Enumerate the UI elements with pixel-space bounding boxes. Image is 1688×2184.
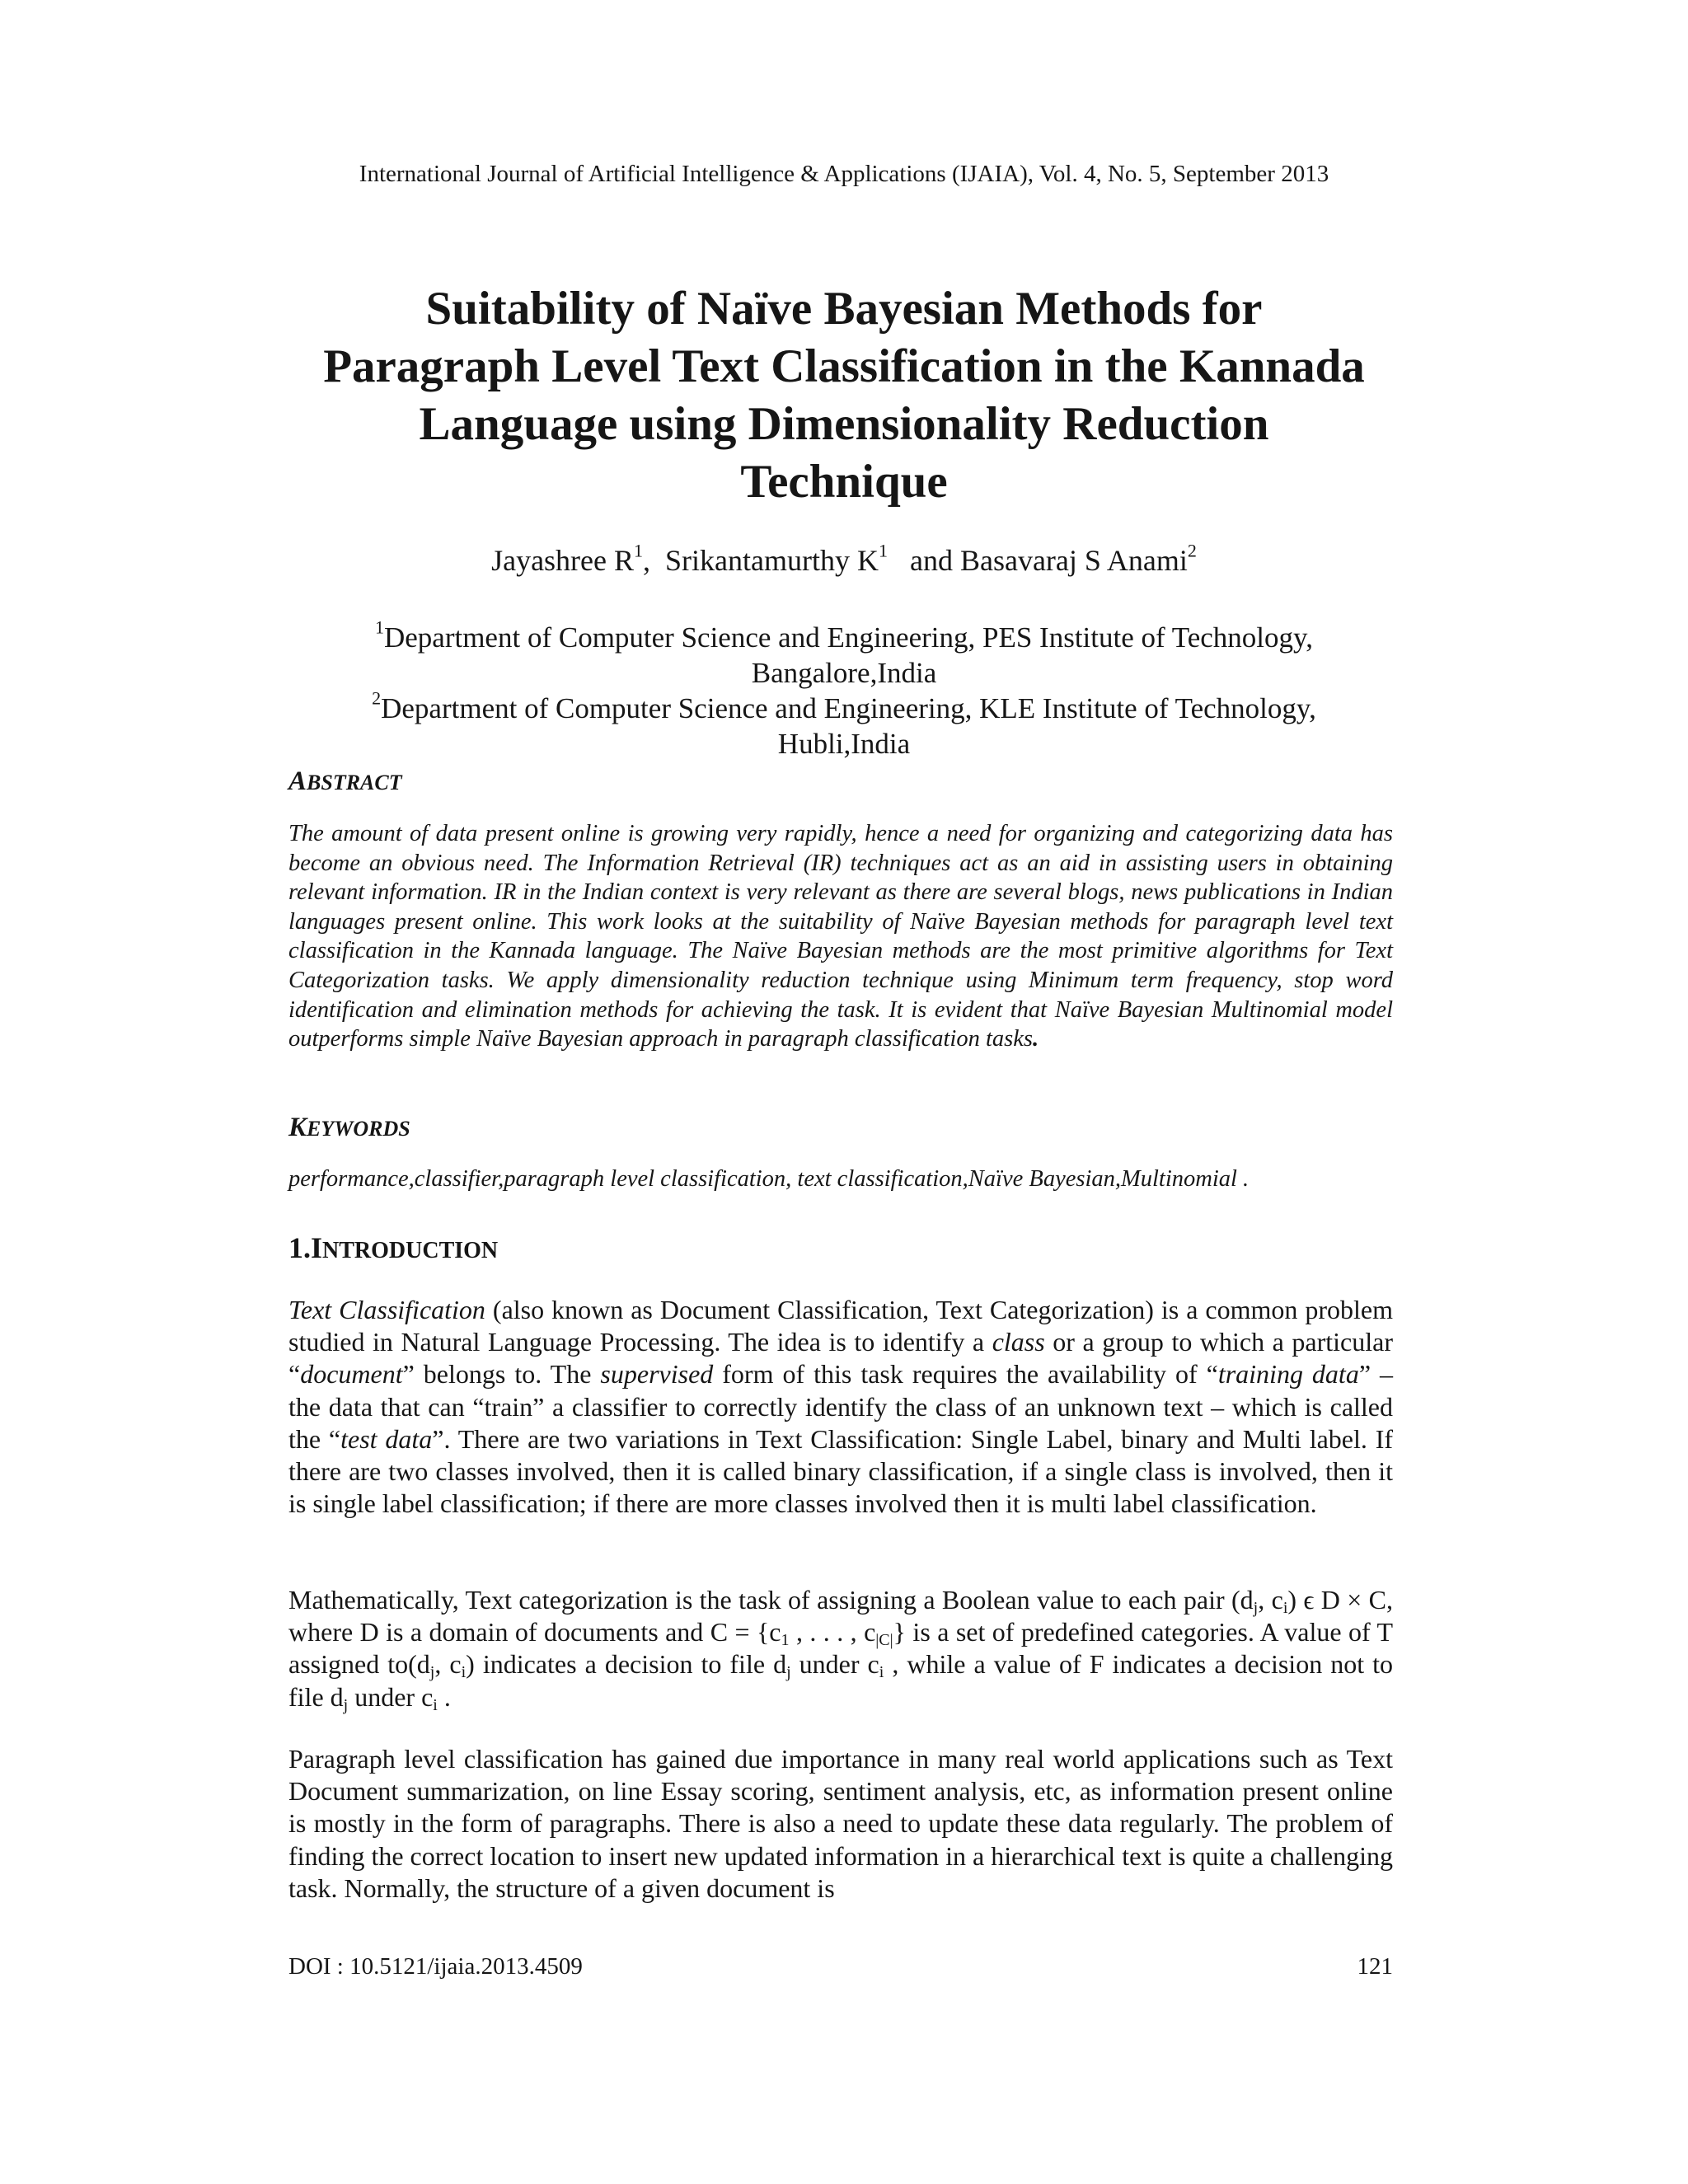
author-separator: , xyxy=(643,544,651,577)
title-line: Suitability of Naïve Bayesian Methods for xyxy=(425,283,1263,335)
affiliation-line: Hubli,India xyxy=(777,728,911,760)
affiliation-line: Department of Computer Science and Engineering, KLE Institute of Technology, xyxy=(381,692,1316,724)
author-name: Basavaraj S Anami xyxy=(959,544,1188,577)
abstract-heading: ABSTRACT xyxy=(288,766,402,796)
affiliation-line: Bangalore,India xyxy=(751,657,937,689)
page-footer xyxy=(288,1953,1393,1980)
author-affil-mark: 1 xyxy=(878,540,888,561)
title-line: Paragraph Level Text Classification in the Kannada xyxy=(323,340,1365,392)
introduction-heading: 1.INTRODUCTION xyxy=(288,1231,499,1264)
affiliation-line: Department of Computer Science and Engineering, PES Institute of Technology, xyxy=(383,621,1313,654)
running-header: International Journal of Artificial Intelligence & Applications (IJAIA), Vol. 4, No. 5, September 2013 xyxy=(359,161,1329,187)
author-separator: and xyxy=(909,544,953,577)
abstract-text: The amount of data present online is growing very rapidly, hence a need for organizing and categorizing data has become an obvious need. The Information Retrieval (IR) techniques act as an aid in assisting users in obtaining relevant information. IR in the Indian context is very relevant as there are several blogs, news publications in Indian languages present online. This work looks at the suitability of Naïve Bayesian methods for paragraph level text classification in the Kannada language. The Naïve Bayesian methods are the most primitive algorithms for Text Categorization tasks. We apply dimensionality reduction technique using Minimum term frequency, stop word identification and elimination methods for achieving the task. It is evident that Naïve Bayesian Multinomial model outperforms simple Naïve Bayesian approach in paragraph classification tasks. xyxy=(288,821,1393,1052)
keywords-text: performance,classifier,paragraph level classification, text classification,Naïve Bayesian,Multinomial . xyxy=(288,1166,1250,1192)
title-line: Technique xyxy=(740,456,948,508)
keywords-heading: KEYWORDS xyxy=(288,1113,410,1142)
author-affil-mark: 2 xyxy=(1187,540,1197,561)
title-line: Language using Dimensionality Reduction xyxy=(419,398,1269,450)
affiliation-mark: 1 xyxy=(374,616,384,638)
affiliation xyxy=(247,687,1441,762)
affiliation-mark: 2 xyxy=(372,687,382,709)
doi-text: DOI : 10.5121/ijaia.2013.4509 xyxy=(288,1953,583,1980)
paper-title xyxy=(247,280,1441,511)
intro-paragraph-1: Text Classification (also known as Document Classification, Text Categorization) is a common problem studied in Natural Language Processing. The idea is to identify a class or a group to which a particular “document” belongs to. The supervised form of this task requires the availability of “training data” – the data that can “train” a classifier to correctly identify the class of an unknown text – which is called the “test data”. There are two variations in Text Classification: Single Label, binary and Multi label. If there are two classes involved, then it is called binary classification, if a single class is involved, then it is single label classification; if there are more classes involved then it is multi label classification. xyxy=(288,1295,1394,1519)
author-list xyxy=(0,540,1688,581)
author-affil-mark: 1 xyxy=(634,540,644,561)
affiliation xyxy=(247,616,1441,691)
page-number: 121 xyxy=(1357,1953,1393,1980)
author-name: Srikantamurthy K xyxy=(665,544,879,577)
intro-paragraph-2: Mathematically, Text categorization is the task of assigning a Boolean value to each pair ($d_j$, $c_i$) ϵ D × C, where D is a domain of documents and $C = \{c_1$ , . . . , $c_{|C|}$} is a set of predefined categories. A value of T assigned $to(d_j$, $c_i$) indicates a decision to file $d_j$ under $c_i$ , while a value of F indicates a decision not to file $d_j$ under $c_i$ . xyxy=(288,1585,1394,1714)
author-name: Jayashree R xyxy=(491,544,635,577)
intro-paragraph-3: Paragraph level classification has gained due importance in many real world applications such as Text Document summarization, on line Essay scoring, sentiment analysis, etc, as information present online is mostly in the form of paragraphs. There is also a need to update these data regularly. The problem of finding the correct location to insert new updated information in a hierarchical text is quite a challenging task. Normally, the structure of a given document is xyxy=(288,1744,1393,1903)
affiliations xyxy=(247,616,1441,762)
